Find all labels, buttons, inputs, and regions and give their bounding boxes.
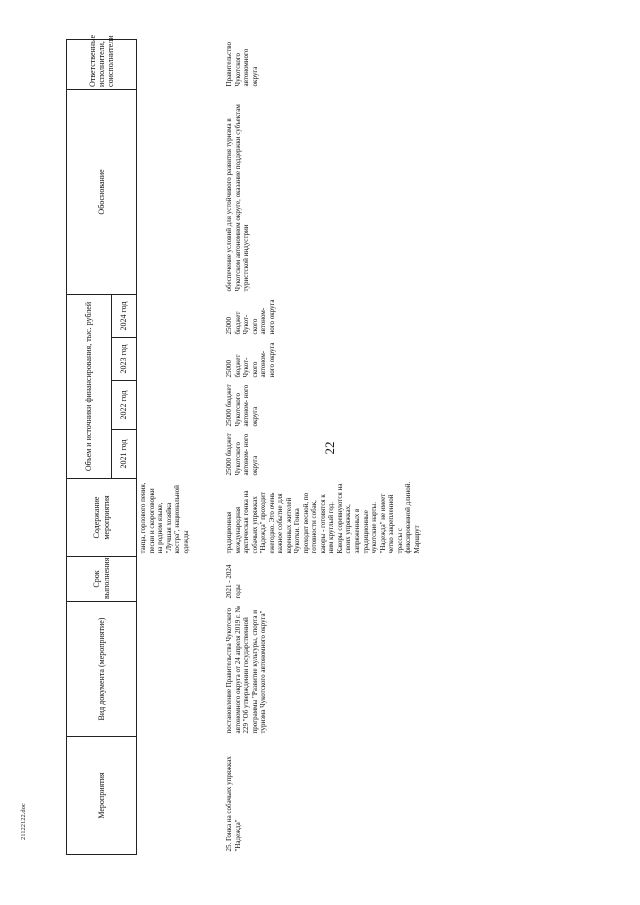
row-document: постановление Правительства Чукотского автономного округа от 24 апреля 2019 г. № 229 "Об утверждении государственной программы "Развитие культуры, спорта и туризма Чукотского автономного округа": [225, 605, 268, 734]
row-funding-2023: 25000 бюджет Чукот- ского автоном- ного округа: [225, 342, 276, 378]
page-number: 22: [322, 441, 337, 455]
row-funding-2022: 25000 бюджет Чукотского автоном- ного округа: [225, 384, 259, 427]
header-funding: Объем и источники финансирования, тыс. рублей: [67, 294, 112, 478]
table-row: [223, 39, 459, 854]
file-name: 21122122.doc: [20, 803, 27, 840]
header-year-2023: 2023 год: [112, 338, 137, 381]
header-term: Срок выполнения: [67, 557, 137, 602]
row-term: 2021 - 2024 годы: [225, 564, 242, 599]
row-event-title: Гонка на собачьих упряжках "Надежда": [225, 756, 242, 852]
row-event: [223, 737, 459, 855]
header-event: Мероприятия: [67, 737, 137, 855]
row-funding-2021: 25000 бюджет Чукотского автоном- ного округа: [225, 433, 259, 476]
header-year-2021: 2021 год: [112, 430, 137, 479]
header-document: Вид документа (мероприятие): [67, 602, 137, 737]
header-justification: Обоснование: [67, 89, 137, 294]
table-row-continued: [137, 39, 224, 854]
events-table: [66, 34, 459, 855]
rotated-table-canvas: [66, 34, 621, 855]
table-header: [67, 34, 137, 854]
header-content: Содержание мероприятия: [67, 479, 137, 557]
header-year-2024: 2024 год: [112, 294, 137, 337]
row-responsible: Правительство Чукотского автономного округа: [225, 41, 259, 87]
row-justification: обеспечение условий для устойчивого развития туризма в Чукотском автономном округе, оказание поддержки субъектам туристской индустрии: [225, 104, 251, 292]
row-content: традиционная международная арктическая гонка на собачьих упряжках "Надежда" проходит ежегодно. Это очень важное событие для коренных жителей Чукотки. Гонка проходит весной, по готовности собак, каюры - готовятся к ним круглый год. Каюры соревнуются на своих упряжках, запряженных в традиционные чукотские нарты. "Надежда" не имеет четко закрепленной трассы с фиксированной длиной. Маршрут: [225, 481, 421, 554]
header-year-2022: 2022 год: [112, 381, 137, 430]
row-funding-2024: 25000 бюджет Чукот- ского автоном- ного округа: [225, 299, 276, 335]
row-number: 25.: [225, 842, 233, 852]
header-responsible: Ответственные исполнители, соисполнители: [67, 39, 137, 89]
continued-content: танца, горлового пения, песни и скороговорки на родном языке, "Лучшая хозяйка костра", национальной одежды: [139, 482, 190, 554]
